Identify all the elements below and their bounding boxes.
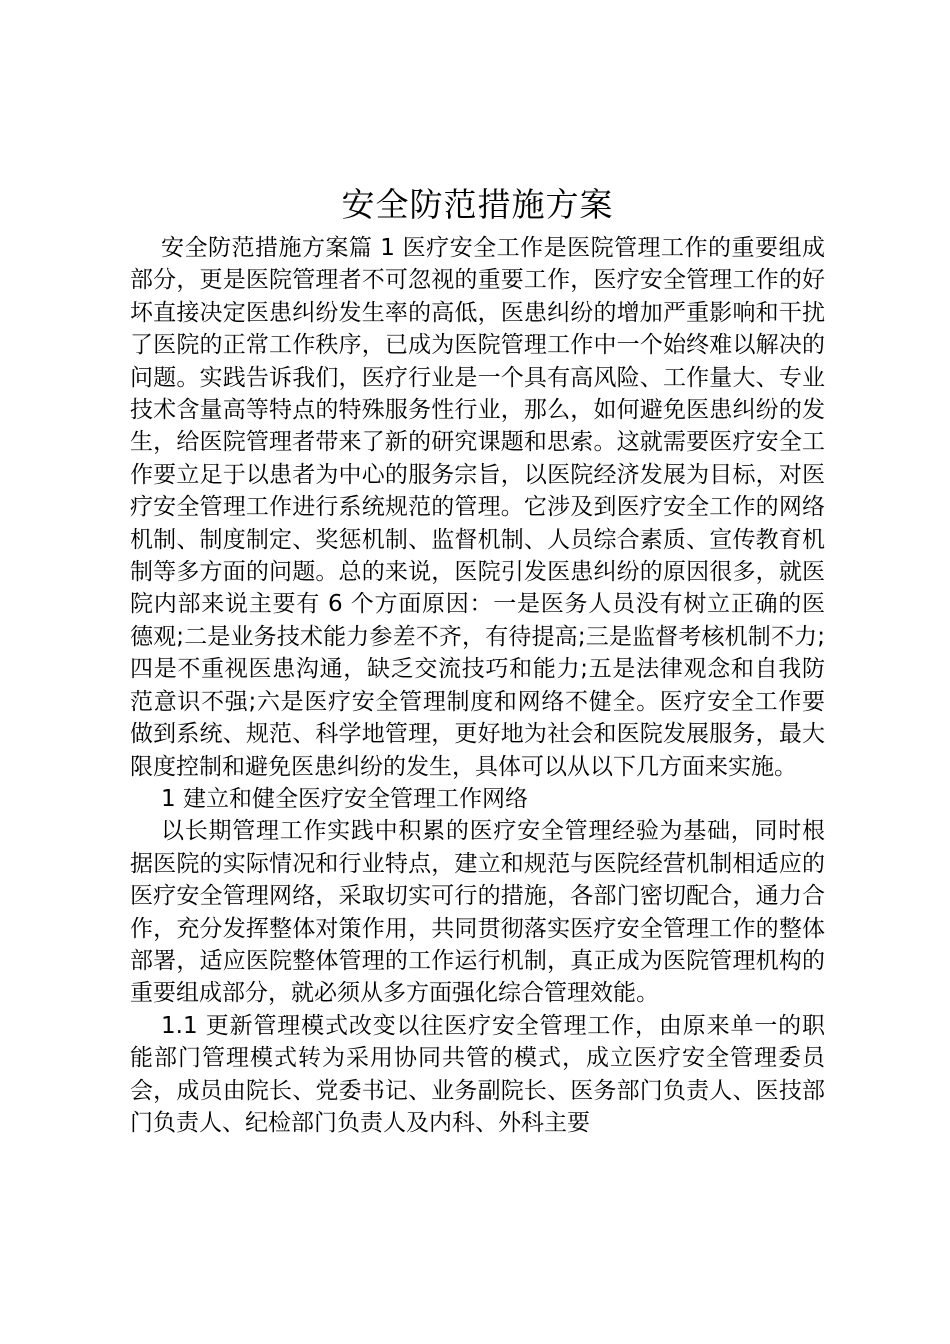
document-page: [130, 180, 825, 1139]
section-heading-1: 1 建立和健全医疗安全管理工作网络: [161, 785, 528, 812]
paragraph-section-1-1: 1.1 更新管理模式改变以往医疗安全管理工作，由原来单一的职能部门管理模式转为采用协同共管的模式，成立医疗安全管理委员会，成员由院长、党委书记、业务副院长、医务部门负责人、医技部门负责人、纪检部门负责人及内科、外科主要: [130, 1012, 825, 1136]
paragraph-section-1: 以长期管理工作实践中积累的医疗安全管理经验为基础，同时根据医院的实际情况和行业特点，建立和规范与医院经营机制相适应的医疗安全管理网络，采取切实可行的措施，各部门密切配合，通力合作，充分发挥整体对策作用，共同贯彻落实医疗安全管理工作的整体部署，适应医院整体管理的工作运行机制，真正成为医院管理机构的重要组成部分，就必须从多方面强化综合管理效能。: [130, 818, 825, 1007]
paragraph-intro: 安全防范措施方案篇 1 医疗安全工作是医院管理工作的重要组成部分，更是医院管理者不可忽视的重要工作，医疗安全管理工作的好坏直接决定医患纠纷发生率的高低，医患纠纷的增加严重影响和干扰了医院的正常工作秩序，已成为医院管理工作中一个始终难以解决的问题。实践告诉我们，医疗行业是一个具有高风险、工作量大、专业技术含量高等特点的特殊服务性行业，那么，如何避免医患纠纷的发生，给医院管理者带来了新的研究课题和思索。这就需要医疗安全工作要立足于以患者为中心的服务宗旨，以医院经济发展为目标，对医疗安全管理工作进行系统规范的管理。它涉及到医疗安全工作的网络机制、制度制定、奖惩机制、监督机制、人员综合素质、宣传教育机制等多方面的问题。总的来说，医院引发医患纠纷的原因很多，就医院内部来说主要有 6 个方面原因：一是医务人员没有树立正确的医德观;二是业务技术能力参差不齐，有待提高;三是监督考核机制不力;四是不重视医患沟通，缺乏交流技巧和能力;五是法律观念和自我防范意识不强;六是医疗安全管理制度和网络不健全。医疗安全工作要做到系统、规范、科学地管理，更好地为社会和医院发展服务，最大限度控制和避免医患纠纷的发生，具体可以从以下几方面来实施。: [130, 235, 825, 780]
document-title: 安全防范措施方案: [341, 185, 614, 224]
